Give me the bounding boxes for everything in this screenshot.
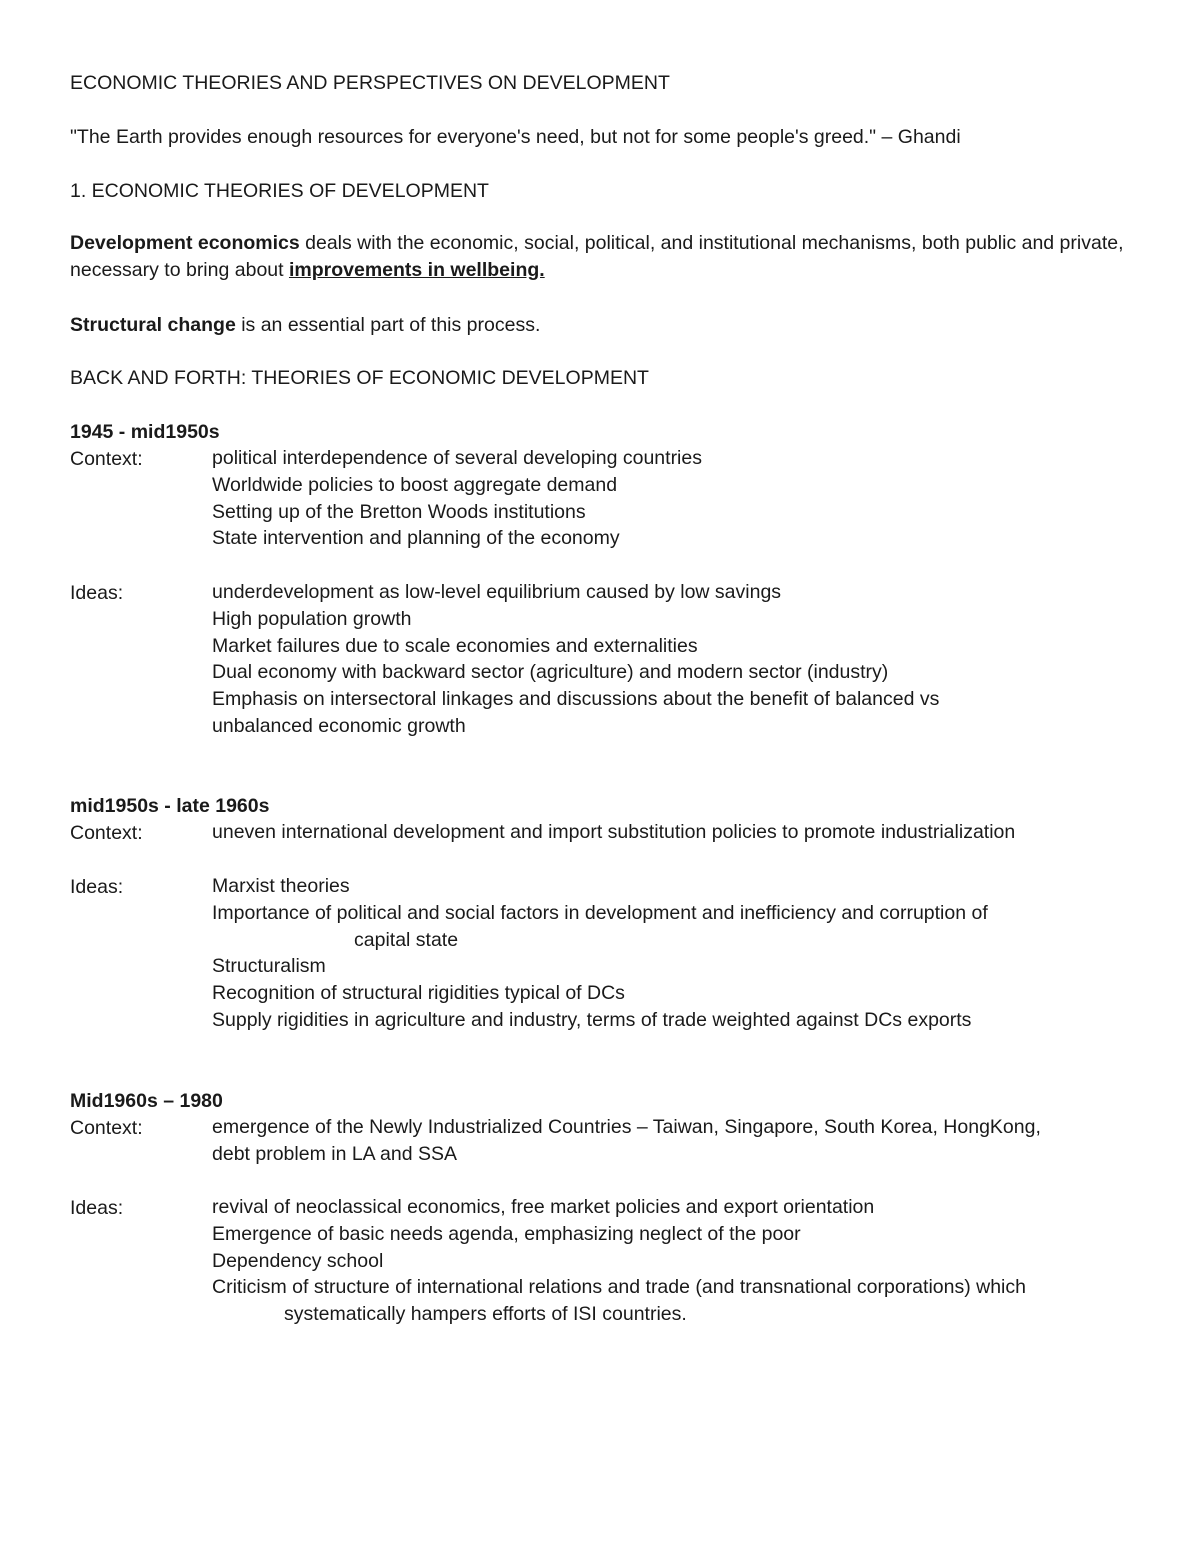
structural-change-paragraph bbox=[70, 313, 540, 337]
gandhi-quote: "The Earth provides enough resources for everyone's need, but not for some people's greed." – Ghandi bbox=[70, 126, 961, 148]
list-item: unbalanced economic growth bbox=[212, 714, 466, 737]
list-item: Setting up of the Bretton Woods institutions bbox=[212, 500, 586, 523]
development-economics-paragraph bbox=[70, 230, 1130, 284]
period-1-context-list bbox=[212, 445, 702, 552]
list-item: Market failures due to scale economies and externalities bbox=[212, 634, 698, 657]
development-economics-term: Development economics bbox=[70, 232, 300, 254]
period-3-context-list bbox=[212, 1114, 1041, 1168]
list-item: capital state bbox=[354, 928, 459, 951]
list-item: Criticism of structure of international relations and trade (and transnational corporations) which bbox=[212, 1276, 1026, 1299]
period-3-ideas-label: Ideas: bbox=[70, 1197, 124, 1219]
period-2-context-list bbox=[212, 819, 1015, 846]
period-2-heading: mid1950s - late 1960s bbox=[70, 795, 270, 817]
list-item: underdevelopment as low-level equilibrium caused by low savings bbox=[212, 581, 782, 603]
list-item: State intervention and planning of the economy bbox=[212, 527, 620, 550]
list-item: Marxist theories bbox=[212, 875, 350, 897]
list-item: Supply rigidities in agriculture and industry, terms of trade weighted against DCs exports bbox=[212, 1008, 972, 1031]
list-item: Dual economy with backward sector (agriculture) and modern sector (industry) bbox=[212, 661, 889, 684]
section-1-heading: 1. ECONOMIC THEORIES OF DEVELOPMENT bbox=[70, 180, 489, 202]
period-2-ideas-list bbox=[212, 873, 988, 1034]
list-item: systematically hampers efforts of ISI countries. bbox=[284, 1303, 687, 1326]
list-item: debt problem in LA and SSA bbox=[212, 1142, 457, 1165]
list-item: Importance of political and social factors in development and inefficiency and corruption of bbox=[212, 901, 988, 924]
list-item: Emphasis on intersectoral linkages and discussions about the benefit of balanced vs bbox=[212, 688, 940, 711]
period-1-heading: 1945 - mid1950s bbox=[70, 421, 220, 443]
list-item: High population growth bbox=[212, 607, 412, 630]
development-economics-text: deals with the economic, social, political, and institutional mechanisms, both public and private, necessary to bring about bbox=[70, 232, 1124, 281]
list-item: political interdependence of several developing countries bbox=[212, 447, 702, 469]
list-item: uneven international development and import substitution policies to promote industrialization bbox=[212, 821, 1016, 843]
period-1-context-label: Context: bbox=[70, 448, 143, 470]
period-3-ideas-list bbox=[212, 1194, 1026, 1328]
list-item: Worldwide policies to boost aggregate demand bbox=[212, 473, 618, 496]
period-2-context-label: Context: bbox=[70, 822, 143, 844]
period-2-ideas-label: Ideas: bbox=[70, 876, 124, 898]
document-title: ECONOMIC THEORIES AND PERSPECTIVES ON DEVELOPMENT bbox=[70, 72, 670, 94]
period-1-ideas-list bbox=[212, 579, 939, 740]
list-item: Recognition of structural rigidities typical of DCs bbox=[212, 982, 625, 1005]
back-and-forth-heading: BACK AND FORTH: THEORIES OF ECONOMIC DEVELOPMENT bbox=[70, 367, 649, 389]
wellbeing-emphasis: improvements in wellbeing. bbox=[288, 259, 545, 281]
period-3-heading: Mid1960s – 1980 bbox=[70, 1090, 223, 1112]
list-item: revival of neoclassical economics, free market policies and export orientation bbox=[212, 1196, 875, 1218]
period-1-ideas-label: Ideas: bbox=[70, 582, 124, 604]
structural-change-text: is an essential part of this process. bbox=[235, 314, 541, 336]
period-3-context-label: Context: bbox=[70, 1117, 143, 1139]
structural-change-term: Structural change bbox=[70, 314, 236, 336]
list-item: Dependency school bbox=[212, 1249, 384, 1272]
list-item: Structuralism bbox=[212, 955, 326, 978]
list-item: emergence of the Newly Industrialized Countries – Taiwan, Singapore, South Korea, HongKong, bbox=[212, 1116, 1041, 1138]
list-item: Emergence of basic needs agenda, emphasizing neglect of the poor bbox=[212, 1222, 801, 1245]
